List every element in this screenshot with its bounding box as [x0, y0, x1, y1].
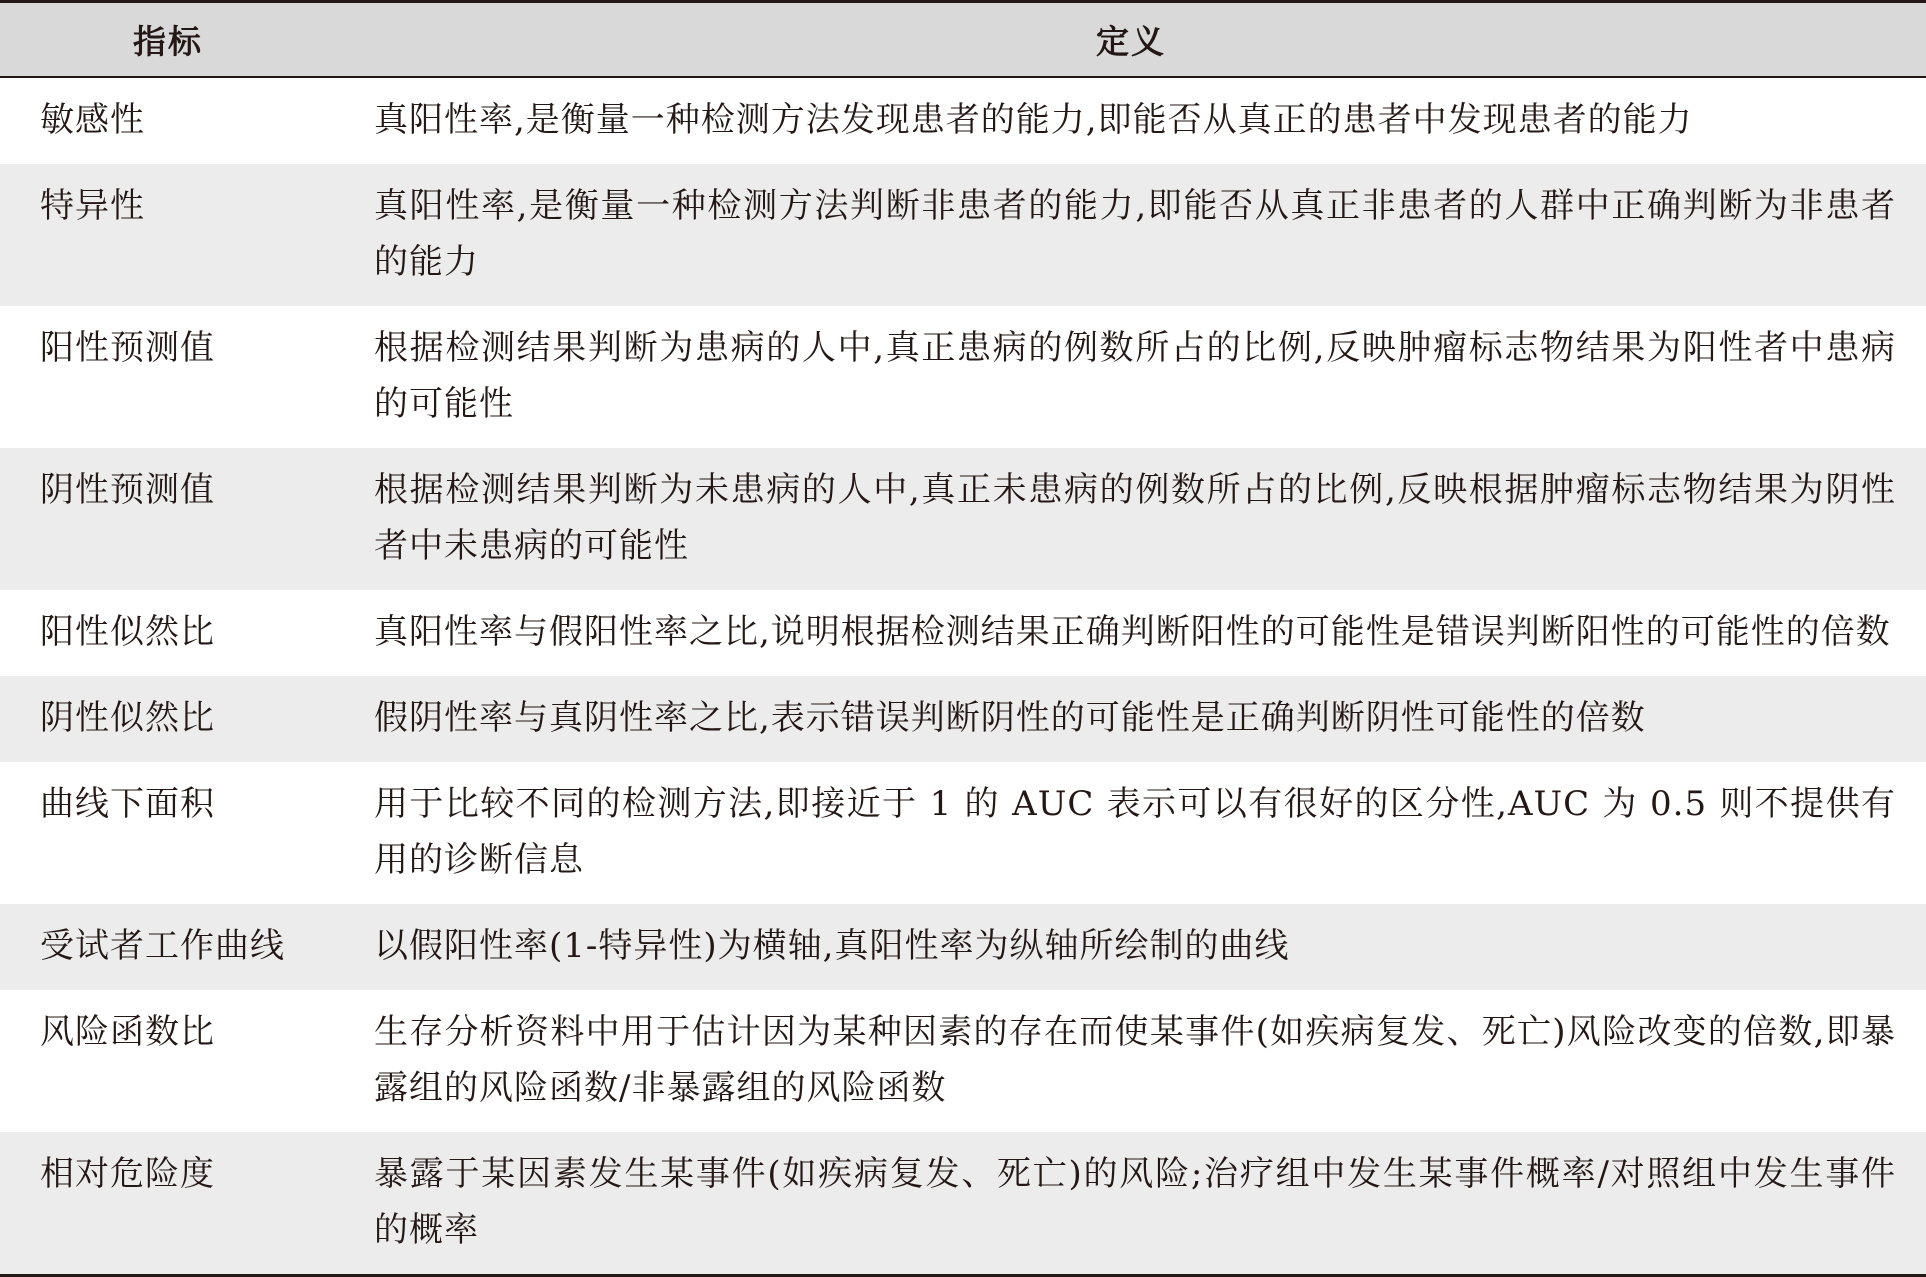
row-term: 阴性似然比: [0, 676, 336, 762]
row-definition: 暴露于某因素发生某事件(如疾病复发、死亡)的风险;治疗组中发生某事件概率/对照组中发生事件的概率: [336, 1132, 1926, 1276]
table-row: [0, 904, 1926, 990]
row-definition: 根据检测结果判断为未患病的人中,真正未患病的例数所占的比例,反映根据肿瘤标志物结果为阴性者中未患病的可能性: [336, 448, 1926, 590]
table-row: [0, 164, 1926, 306]
header-row: [0, 2, 1926, 78]
row-definition: 真阳性率,是衡量一种检测方法判断非患者的能力,即能否从真正非患者的人群中正确判断为非患者的能力: [336, 164, 1926, 306]
row-term: 阳性似然比: [40, 612, 215, 652]
row-definition: 以假阳性率(1-特异性)为横轴,真阳性率为纵轴所绘制的曲线: [336, 904, 1926, 990]
row-definition: 真阳性率与假阳性率之比,说明根据检测结果正确判断阳性的可能性是错误判断阳性的可能性的倍数: [374, 612, 1891, 652]
row-term: 阳性预测值: [40, 328, 215, 368]
row-term: 特异性: [0, 164, 336, 306]
row-definition: 生存分析资料中用于估计因为某种因素的存在而使某事件(如疾病复发、死亡)风险改变的倍数,即暴露组的风险函数/非暴露组的风险函数: [374, 1012, 1896, 1108]
row-term: 风险函数比: [40, 1012, 215, 1052]
row-definition: 根据检测结果判断为患病的人中,真正患病的例数所占的比例,反映肿瘤标志物结果为阳性者中患病的可能性: [374, 328, 1896, 424]
table-row: [0, 990, 1926, 1132]
table-row: [0, 762, 1926, 904]
row-definition: 用于比较不同的检测方法,即接近于 1 的 AUC 表示可以有很好的区分性,AUC 为 0.5 则不提供有用的诊断信息: [374, 784, 1896, 880]
table-row: [0, 590, 1926, 676]
table-row: [0, 77, 1926, 164]
row-term: 相对危险度: [0, 1132, 336, 1276]
header-indicator: 指标: [0, 2, 336, 78]
header-definition: 定义: [336, 2, 1926, 78]
row-definition: 假阴性率与真阴性率之比,表示错误判断阴性的可能性是正确判断阴性可能性的倍数: [336, 676, 1926, 762]
table-row: [0, 306, 1926, 448]
table-row: [0, 1132, 1926, 1276]
table-body: [0, 77, 1926, 1276]
row-term: 敏感性: [40, 100, 145, 140]
row-term: 曲线下面积: [40, 784, 215, 824]
row-definition: 真阳性率,是衡量一种检测方法发现患者的能力,即能否从真正的患者中发现患者的能力: [374, 100, 1693, 140]
row-term: 阴性预测值: [0, 448, 336, 590]
table-row: [0, 448, 1926, 590]
table-header: [0, 2, 1926, 78]
table-row: [0, 676, 1926, 762]
row-term: 受试者工作曲线: [0, 904, 336, 990]
